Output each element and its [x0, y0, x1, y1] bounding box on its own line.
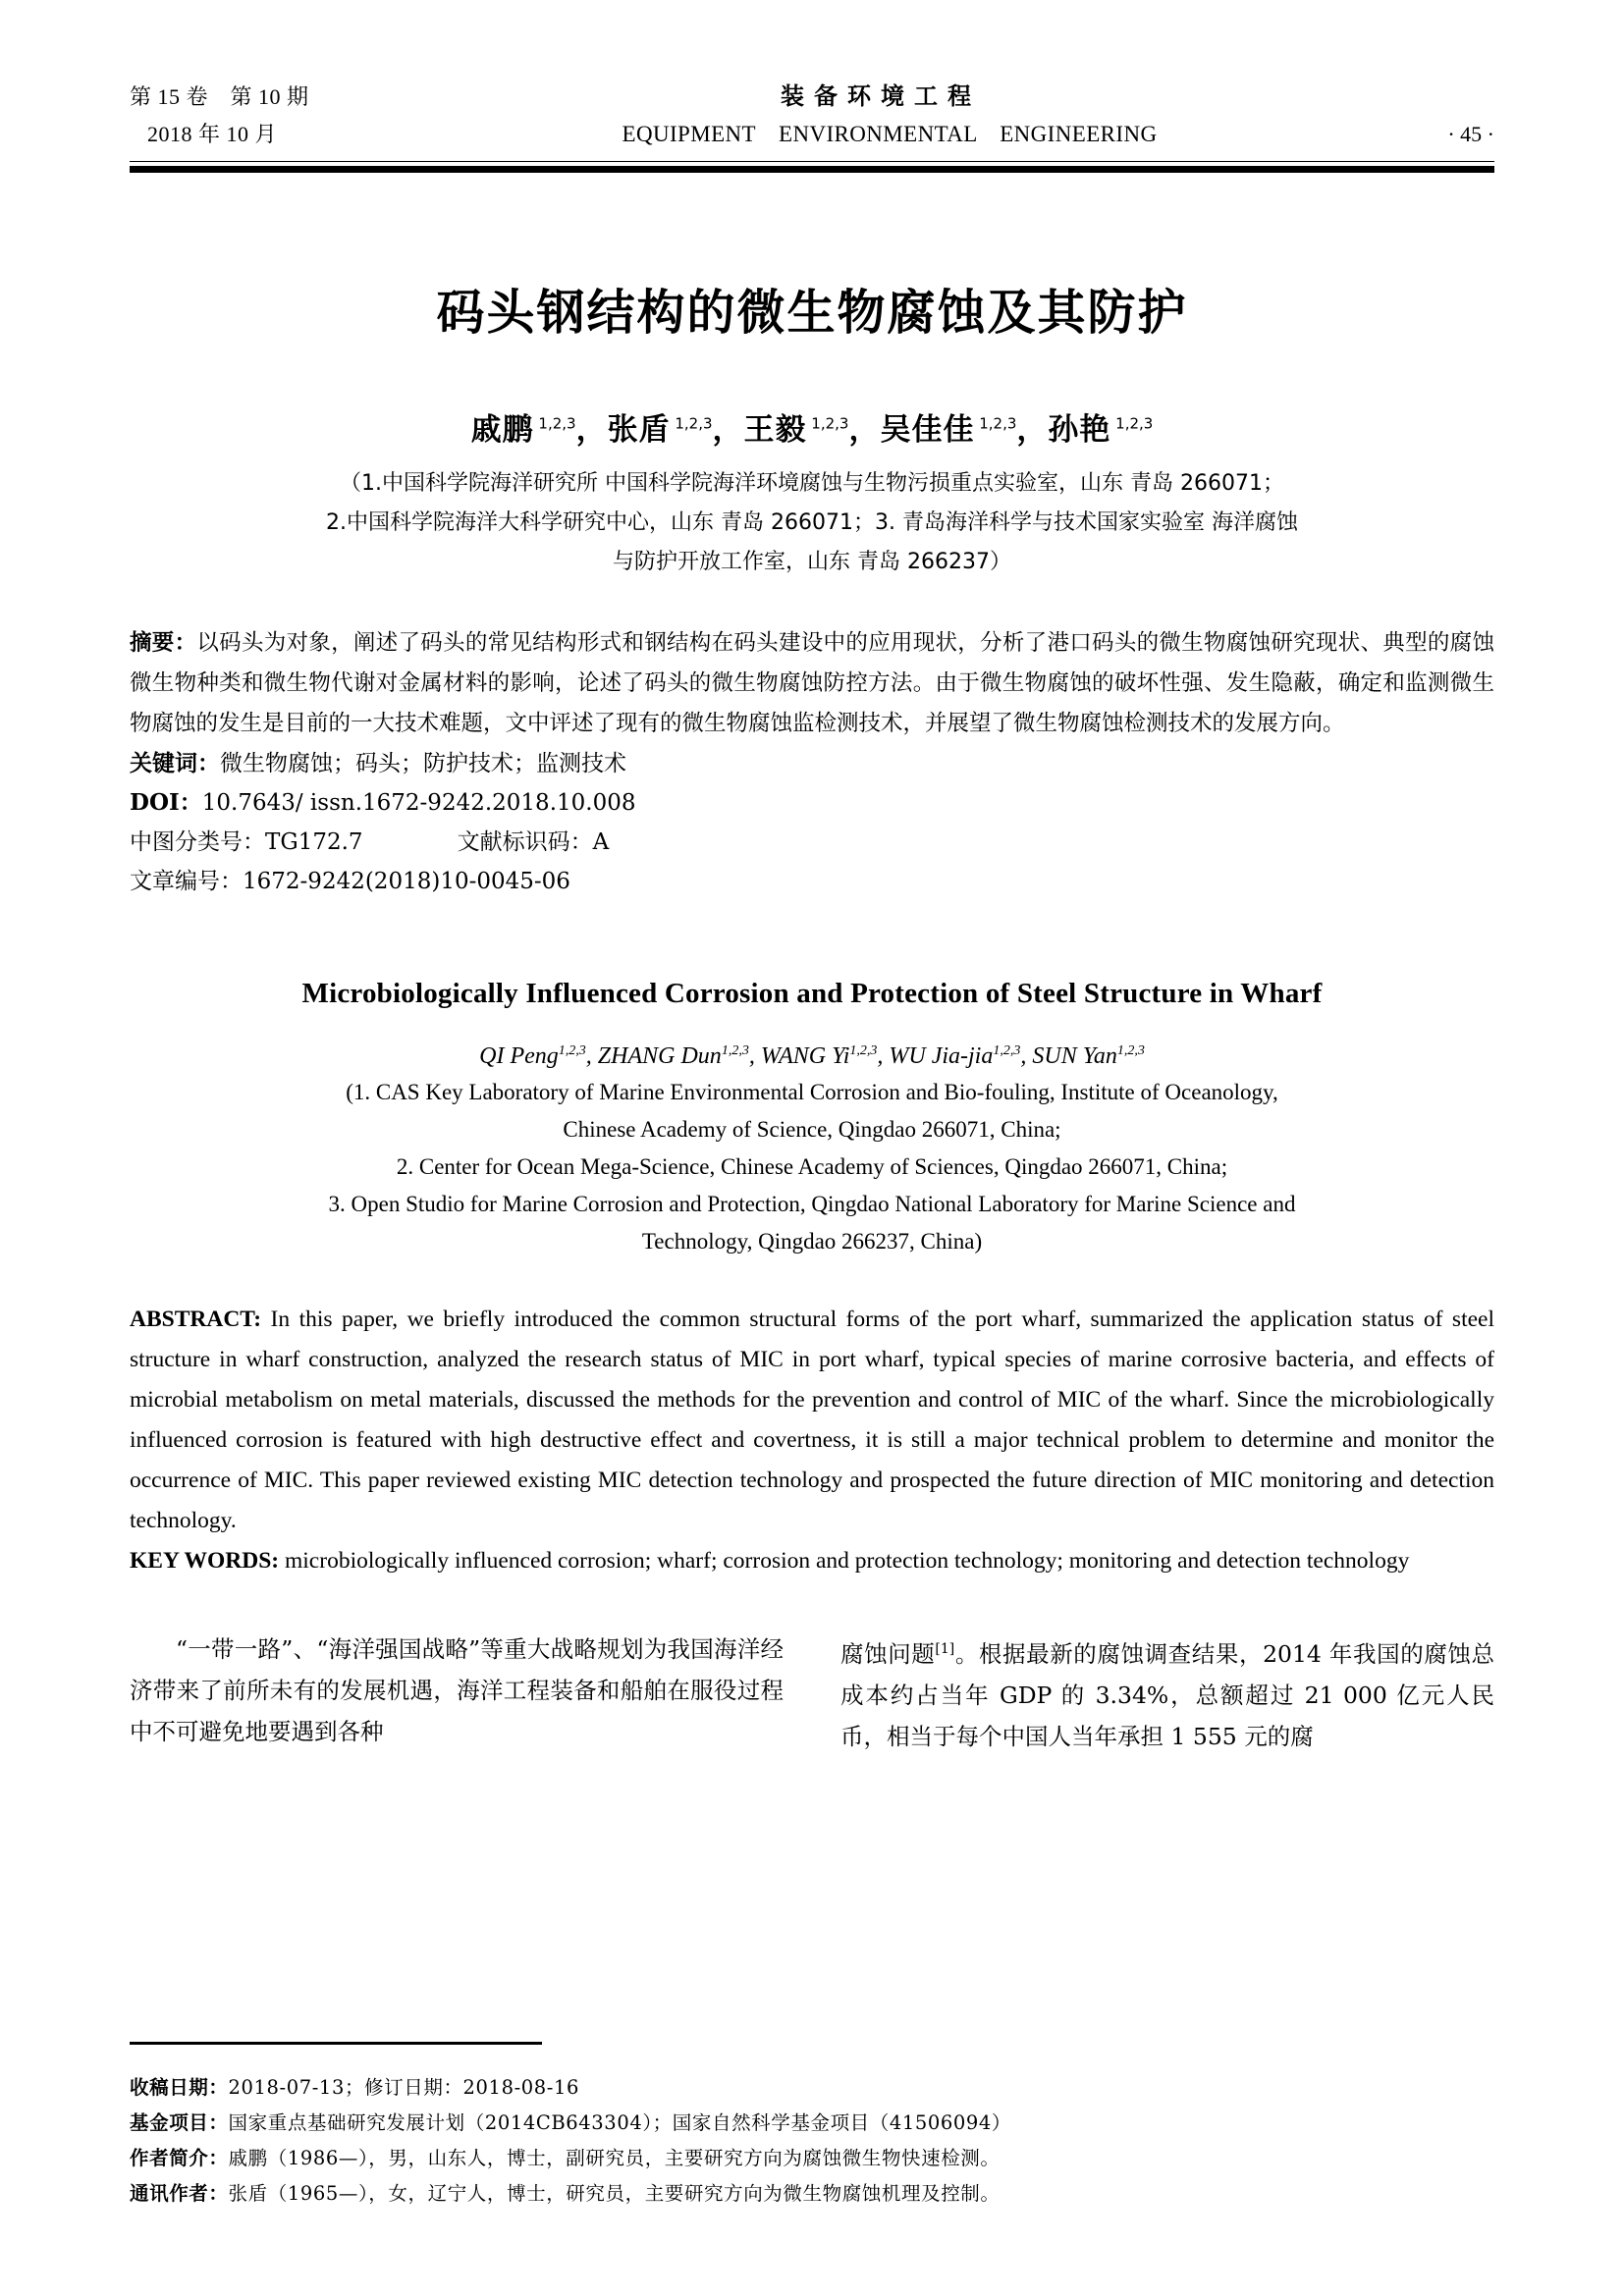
author-separator: ，	[712, 412, 744, 448]
footnote-text: 2018-07-13；修订日期：2018-08-16	[228, 2076, 579, 2099]
article-id-line	[130, 862, 1494, 901]
author-separator: ,	[748, 1043, 761, 1069]
clc-value: TG172.7	[265, 829, 363, 855]
body-column-right	[840, 1629, 1494, 1757]
body-column-left	[130, 1629, 784, 1757]
author-affiliation-marker: 1,2,3	[849, 1043, 878, 1058]
author-separator: ，	[1016, 412, 1049, 448]
keywords-en	[130, 1541, 1494, 1581]
footnote-line	[130, 2176, 1494, 2212]
citation-ref: [1]	[935, 1641, 955, 1657]
abstract-en-text: In this paper, we briefly introduced the common structural forms of the port wharf, summarized the application status of steel structure in wharf construction, analyzed the research status of MIC in port wharf, typical species of marine corrosive bacteria, and effects of microbial metabolism on metal materials, discussed the methods for the prevention and control of MIC of the wharf. Since the microbiologically influenced corrosion is featured with high destructive effect and covertness, it is still a major technical problem to determine and monitor the occurrence of MIC. This paper reviewed existing MIC detection technology and prospected the future direction of MIC monitoring and detection technology.	[130, 1307, 1494, 1533]
footnote-text: 国家重点基础研究发展计划（2014CB643304）；国家自然科学基金项目（41506094）	[228, 2111, 1012, 2134]
footnote-line	[130, 2106, 1494, 2141]
author-name-cn: 戚鹏	[470, 412, 534, 448]
abstract-cn-label: 摘要：	[130, 630, 197, 656]
doi-label: DOI：	[130, 789, 202, 816]
author-name-en: WANG Yi	[760, 1043, 850, 1069]
author-affiliation-marker: 1,2,3	[558, 1043, 586, 1058]
journal-title-cn	[444, 77, 1318, 111]
footnote-label: 收稿日期：	[130, 2076, 229, 2099]
doi-value: 10.7643/ issn.1672-9242.2018.10.008	[201, 790, 636, 816]
metadata-cn	[130, 744, 1494, 901]
journal-title-en-text: EQUIPMENT ENVIRONMENTAL ENGINEERING	[622, 122, 1158, 146]
author-affiliation-marker: 1,2,3	[1110, 414, 1154, 433]
doc-code-label: 文献标识码：	[457, 829, 593, 855]
issue-date: 2018 年 10 月	[147, 122, 278, 146]
affiliation-list-en	[130, 1074, 1494, 1260]
body-columns	[130, 1629, 1494, 1757]
author-name-cn: 王毅	[743, 412, 807, 448]
abstract-en-label: ABSTRACT:	[130, 1307, 262, 1332]
affiliation-line-cn: （1.中国科学院海洋研究所 中国科学院海洋环境腐蚀与生物污损重点实验室，山东 青岛 266071；	[340, 471, 1284, 496]
body-right-prefix: 腐蚀问题	[840, 1639, 936, 1668]
affiliation-line-en: 3. Open Studio for Marine Corrosion and Protection, Qingdao National Laboratory for Marine Science and	[328, 1192, 1296, 1216]
running-head-row-2	[130, 116, 1494, 155]
keywords-en-label: KEY WORDS:	[130, 1548, 280, 1574]
journal-title-en	[461, 116, 1318, 148]
affiliation-list-cn	[130, 464, 1494, 582]
author-affiliation-marker: 1,2,3	[533, 414, 576, 433]
footnote-rule	[130, 2042, 542, 2045]
header-rule-thin	[130, 161, 1494, 162]
author-affiliation-marker: 1,2,3	[670, 414, 713, 433]
page-title-en: Microbiologically Influenced Corrosion and Protection of Steel Structure in Wharf	[301, 978, 1323, 1009]
body-paragraph-left: “一带一路”、“海洋强国战略”等重大战略规划为我国海洋经济带来了前所未有的发展机遇，海洋工程装备和船舶在服役过程中不可避免地要遇到各种	[130, 1635, 784, 1745]
author-separator: ，	[575, 412, 608, 448]
body-right-rest: 。根据最新的腐蚀调查结果，2014 年我国的腐蚀总成本约占当年 GDP 的 3.34%，总额超过 21 000 亿元人民币，相当于每个中国人当年承担 1 555 元的腐	[840, 1639, 1495, 1750]
author-affiliation-marker: 1,2,3	[993, 1043, 1021, 1058]
page-number: · 45 ·	[1447, 122, 1494, 146]
author-affiliation-marker: 1,2,3	[1116, 1043, 1145, 1058]
author-name-en: WU Jia-jia	[889, 1043, 994, 1069]
affiliation-line-cn: 2.中国科学院海洋大科学研究中心，山东 青岛 266071；3. 青岛海洋科学与技术国家实验室 海洋腐蚀	[326, 510, 1298, 535]
affiliation-line-cn: 与防护开放工作室，山东 青岛 266237）	[613, 550, 1011, 574]
journal-title-cn-text: 装备环境工程	[781, 81, 981, 110]
author-name-cn: 张盾	[607, 412, 671, 448]
footnote-block	[130, 2042, 1494, 2212]
author-name-cn: 孙艳	[1048, 412, 1111, 448]
footnote-label: 作者简介：	[130, 2147, 229, 2169]
article-id-value: 1672-9242(2018)10-0045-06	[243, 869, 570, 894]
header-rule-thick	[130, 166, 1494, 173]
author-name-cn: 吴佳佳	[880, 412, 975, 448]
affiliation-line-en: (1. CAS Key Laboratory of Marine Environmental Corrosion and Bio-fouling, Institute of Oceanology,	[346, 1080, 1278, 1104]
footnote-label: 通讯作者：	[130, 2182, 229, 2205]
abstract-cn-text: 以码头为对象，阐述了码头的常见结构形式和钢结构在码头建设中的应用现状，分析了港口码头的微生物腐蚀研究现状、典型的腐蚀微生物种类和微生物代谢对金属材料的影响，论述了码头的微生物腐蚀防控方法。由于微生物腐蚀的破坏性强、发生隐蔽，确定和监测微生物腐蚀的发生是目前的一大技术难题，文中评述了现有的微生物腐蚀监检测技术，并展望了微生物腐蚀检测技术的发展方向。	[130, 630, 1494, 736]
clc-and-doccode-line	[130, 823, 1494, 862]
abstract-en	[130, 1300, 1494, 1541]
page-title-cn: 码头钢结构的微生物腐蚀及其防护	[436, 285, 1188, 341]
author-name-en: QI Peng	[479, 1043, 559, 1069]
doi-line	[130, 783, 1494, 823]
author-separator: ，	[848, 412, 881, 448]
footnote-lines	[130, 2070, 1494, 2212]
affiliation-line-en: Chinese Academy of Science, Qingdao 266071, China;	[563, 1117, 1061, 1142]
keywords-cn-label: 关键词：	[130, 750, 220, 776]
author-affiliation-marker: 1,2,3	[721, 1043, 749, 1058]
affiliation-line-en: Technology, Qingdao 266237, China)	[641, 1229, 983, 1254]
body-paragraph-right	[840, 1629, 1494, 1757]
volume-issue: 第 15 卷 第 10 期	[130, 84, 309, 109]
keywords-cn-text: 微生物腐蚀；码头；防护技术；监测技术	[220, 751, 626, 776]
running-head	[130, 0, 1494, 173]
footnote-text: 张盾（1965—），女，辽宁人，博士，研究员，主要研究方向为微生物腐蚀机理及控制。	[228, 2182, 1001, 2205]
footnote-text: 戚鹏（1986—），男，山东人，博士，副研究员，主要研究方向为腐蚀微生物快速检测。	[228, 2147, 1001, 2169]
running-head-row-1	[130, 77, 1494, 116]
author-affiliation-marker: 1,2,3	[974, 414, 1017, 433]
author-separator: ,	[585, 1043, 598, 1069]
footnote-line	[130, 2070, 1494, 2106]
affiliation-line-en: 2. Center for Ocean Mega-Science, Chinese Academy of Sciences, Qingdao 266071, China;	[396, 1154, 1228, 1179]
footnote-label: 基金项目：	[130, 2111, 229, 2134]
author-name-en: ZHANG Dun	[597, 1043, 722, 1069]
keywords-en-text: microbiologically influenced corrosion; wharf; corrosion and protection technology; monitoring and detection technology	[285, 1548, 1410, 1574]
abstract-cn	[130, 623, 1494, 744]
author-separator: ,	[877, 1043, 890, 1069]
keywords-cn	[130, 744, 1494, 783]
footnote-line	[130, 2141, 1494, 2176]
article-id-label: 文章编号：	[130, 869, 243, 894]
doc-code-value: A	[592, 829, 610, 855]
clc-label: 中图分类号：	[130, 829, 265, 855]
author-list-en	[130, 1043, 1494, 1070]
author-list-cn	[130, 404, 1494, 449]
author-separator: ,	[1020, 1043, 1033, 1069]
author-affiliation-marker: 1,2,3	[806, 414, 849, 433]
author-name-en: SUN Yan	[1032, 1043, 1117, 1069]
